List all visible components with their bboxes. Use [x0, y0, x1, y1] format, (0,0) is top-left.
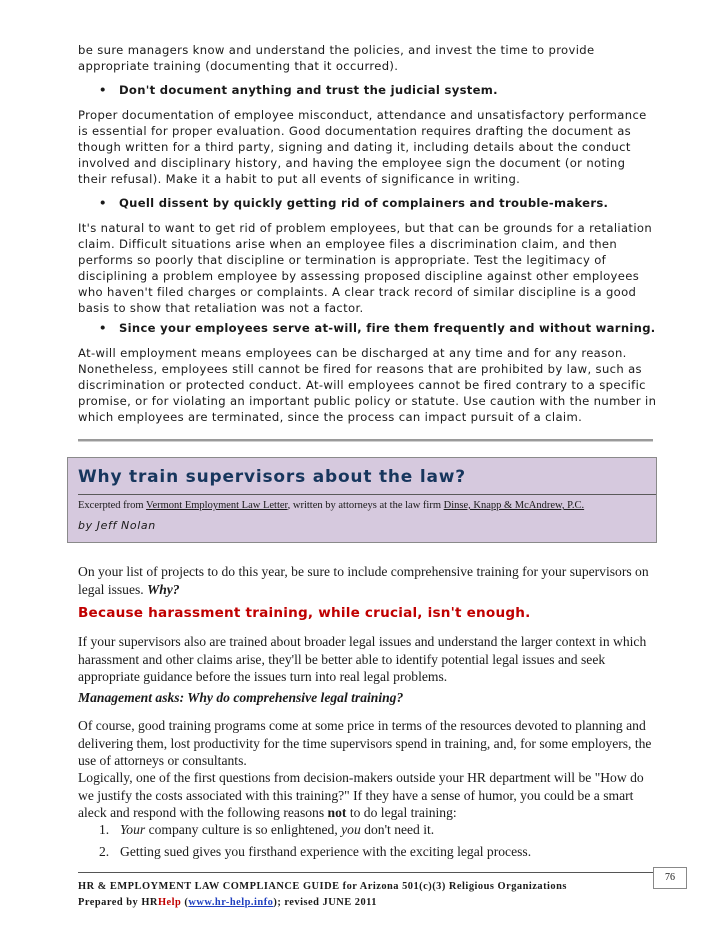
footer-suffix: ); revised JUNE 2011: [273, 897, 377, 908]
justify-text-b: to do legal training:: [346, 805, 457, 820]
footer-line-2: [78, 895, 567, 911]
numbered-item-1: [99, 821, 434, 839]
footer-divider: [78, 872, 653, 873]
bullet-text: Don't document anything and trust the judicial system.: [119, 83, 498, 97]
item1-end: don't need it.: [360, 822, 435, 837]
paragraph-documentation: Proper documentation of employee misconduct, attendance and unsatisfactory performance is essential for proper evaluation. Good documentation requires drafting the document as though written for a third party, signing and dating it, including details about the conduct involved and disciplinary history, and having the employee sign the document (or noting their refusal). Make it a habit to put all events of significance in writing.: [78, 108, 647, 186]
bullet-item-1: [99, 82, 498, 98]
excerpt-middle: , written by attorneys at the law firm: [287, 500, 444, 511]
article-intro-text: On your list of projects to do this year, be sure to include comprehensive training for your supervisors on legal issues.: [78, 564, 649, 597]
bullet-icon: •: [99, 321, 107, 335]
justify-not: not: [327, 805, 347, 820]
article-intro: [78, 563, 658, 598]
management-subheading: Management asks: Why do comprehensive legal training?: [78, 690, 404, 705]
callout-divider: [78, 494, 656, 495]
paragraph-justify-costs: [78, 769, 658, 822]
excerpt-firm-link[interactable]: Dinse, Knapp & McAndrew, P.C.: [443, 500, 585, 511]
item-number: 2.: [99, 844, 110, 859]
callout-byline: by Jeff Nolan: [78, 519, 156, 532]
numbered-item-2: [99, 843, 531, 861]
article-intro-why: Why?: [147, 581, 180, 597]
bullet-item-3: [99, 320, 656, 336]
paragraph-broader-issues: If your supervisors also are trained about broader legal issues and understand the larger context in which harassment and other claims arise, they'll be better able to identify potential legal issues and seek appropriate guidance before the issues turn into real legal problems.: [78, 634, 647, 684]
item1-your: Your: [120, 822, 146, 837]
section-divider: [78, 439, 653, 442]
bullet-icon: •: [99, 196, 107, 210]
footer-open-paren: (: [181, 897, 189, 908]
page-number: 76: [653, 867, 687, 889]
paragraph-at-will: At-will employment means employees can be discharged at any time and for any reason. Nonetheless, employees still cannot be fired for reasons that are prohibited by law, such as discrimination or protected conduct. At-will employees cannot be fired contrary to a specific promise, or for violating an important public policy or statute. Use caution with the number in which employees are terminated, since the process can impact pursuit of a claim.: [78, 346, 657, 424]
paragraph-retaliation: It's natural to want to get rid of problem employees, but that can be grounds for a retaliation claim. Difficult situations arise when an employee files a discrimination claim, and then performs so poorly that discipline or termination is appropriate. Test the legitimacy of disciplining a problem employee by assessing proposed discipline against other employees who haven't filed charges or complaints. A clear track record of similar discipline is a good basis to show that retaliation was not a factor.: [78, 221, 653, 315]
item1-mid: company culture is so enlightened,: [145, 822, 342, 837]
item1-you: you: [341, 822, 361, 837]
footer-website-link[interactable]: www.hr-help.info: [188, 897, 274, 908]
bullet-text: Quell dissent by quickly getting rid of complainers and trouble-makers.: [119, 196, 609, 210]
intro-paragraph: be sure managers know and understand the policies, and invest the time to provide appropriate training (documenting that it occurred).: [78, 43, 595, 73]
item-number: 1.: [99, 822, 110, 837]
callout-title: Why train supervisors about the law?: [78, 467, 466, 487]
justify-text-a: Logically, one of the first questions from decision-makers outside your HR department will be "How do we justify the costs associated with this training?" If they have a sense of humor, you could be a smart aleck and respond with the following reasons: [78, 770, 644, 820]
item2-text: Getting sued gives you firsthand experience with the exciting legal process.: [120, 844, 532, 859]
callout-excerpt: [78, 500, 584, 511]
excerpt-source-link[interactable]: Vermont Employment Law Letter: [146, 500, 288, 511]
bullet-item-2: [99, 195, 608, 211]
footer: [78, 879, 567, 911]
footer-line-1: HR & EMPLOYMENT LAW COMPLIANCE GUIDE for Arizona 501(c)(3) Religious Organizations: [78, 881, 567, 892]
article-callout-box: [67, 457, 657, 543]
red-heading: Because harassment training, while crucial, isn't enough.: [78, 605, 531, 621]
footer-prepared: Prepared by HR: [78, 897, 158, 908]
excerpt-prefix: Excerpted from: [78, 500, 147, 511]
footer-brand-help: Help: [157, 897, 182, 908]
bullet-text: Since your employees serve at-will, fire them frequently and without warning.: [119, 321, 656, 335]
bullet-icon: •: [99, 83, 107, 97]
paragraph-cost: Of course, good training programs come at some price in terms of the resources devoted to planning and delivering them, lost productivity for the time supervisors spend in training, and, for some employers, the use of attorneys or consultants.: [78, 718, 652, 768]
